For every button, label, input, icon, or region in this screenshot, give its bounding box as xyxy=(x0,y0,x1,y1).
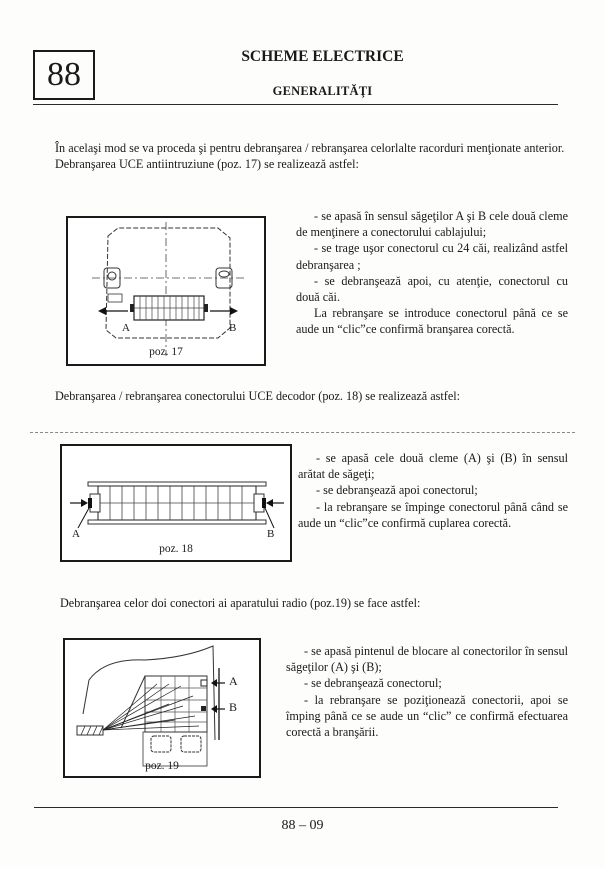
header-rule xyxy=(33,104,558,105)
page-number: 88 – 09 xyxy=(281,818,324,833)
label-b: B xyxy=(229,700,238,714)
step-1: - se apasă pintenul de blocare al conectorilor în sensul săgeţilor (A) şi (B); xyxy=(286,644,568,675)
label-a: A xyxy=(72,528,80,540)
step-3: - se debranşează apoi, cu atenţie, conectorul cu două căi. xyxy=(296,273,568,305)
figure-caption: poz. 17 xyxy=(149,346,183,358)
step-1: - se apasă în sensul săgeţilor A şi B cele două cleme de menţinere a conectorului cablajului; xyxy=(296,209,568,240)
section-19-intro-text: Debranşarea celor doi conectori ai aparatului radio (poz.19) se face astfel: xyxy=(60,596,421,610)
figure-poz-18 xyxy=(60,444,292,562)
label-b: B xyxy=(229,322,237,334)
step-2: - se trage uşor conectorul cu 24 căi, realizând astfel debranşarea ; xyxy=(296,241,568,272)
section-19-intro xyxy=(60,595,570,611)
page-subtitle: GENERALITĂŢI xyxy=(272,84,373,98)
figure-caption: poz. 19 xyxy=(145,760,179,772)
section-17-steps xyxy=(296,208,568,338)
label-a: A xyxy=(122,322,130,334)
figure-poz-19 xyxy=(63,638,261,778)
step-1: - se apasă cele două cleme (A) şi (B) în sensul arătat de săgeţi; xyxy=(298,451,568,482)
step-3: - la rebranşare se poziţionează conectorii, apoi se împing până ce se aude un “clic” ce confirmă efectuarea corectă a branşării. xyxy=(286,692,568,740)
section-18-intro xyxy=(37,388,577,404)
section-18-intro-text: Debranşarea / rebranşarea conectorului UCE decodor (poz. 18) se realizează astfel: xyxy=(55,389,461,403)
section-19-steps xyxy=(286,643,568,740)
step-2: - se debranşează conectorul; xyxy=(304,676,442,691)
step-2: - se debranşează apoi conectorul; xyxy=(316,483,478,498)
chapter-number-box: 88 xyxy=(33,50,95,100)
intro-paragraph-2: Debranşarea UCE antiintruziune (poz. 17) se realizează astfel: xyxy=(55,157,359,172)
connector-uce-antiintruziune-diagram xyxy=(68,218,264,364)
intro-paragraph-1: În acelaşi mod se va proceda şi pentru debranşarea / rebranşarea celorlalte racorduri menţionate anterior. xyxy=(55,141,565,155)
section-divider xyxy=(30,432,575,433)
label-b: B xyxy=(267,528,275,540)
step-4: La rebranşare se introduce conectorul până ce se aude un “clic”ce confirmă branşarea corectă. xyxy=(296,306,568,337)
footer-rule xyxy=(34,807,558,808)
label-a: A xyxy=(229,674,238,688)
step-3: - la rebranşare se împinge conectorul până când se aude un “clic”ce confirmă cuplarea corectă. xyxy=(298,499,568,530)
intro-text xyxy=(37,140,568,172)
figure-caption: poz. 18 xyxy=(159,543,193,555)
figure-poz-17 xyxy=(66,216,266,366)
section-18-steps xyxy=(298,450,568,531)
page-title: SCHEME ELECTRICE xyxy=(241,48,404,65)
